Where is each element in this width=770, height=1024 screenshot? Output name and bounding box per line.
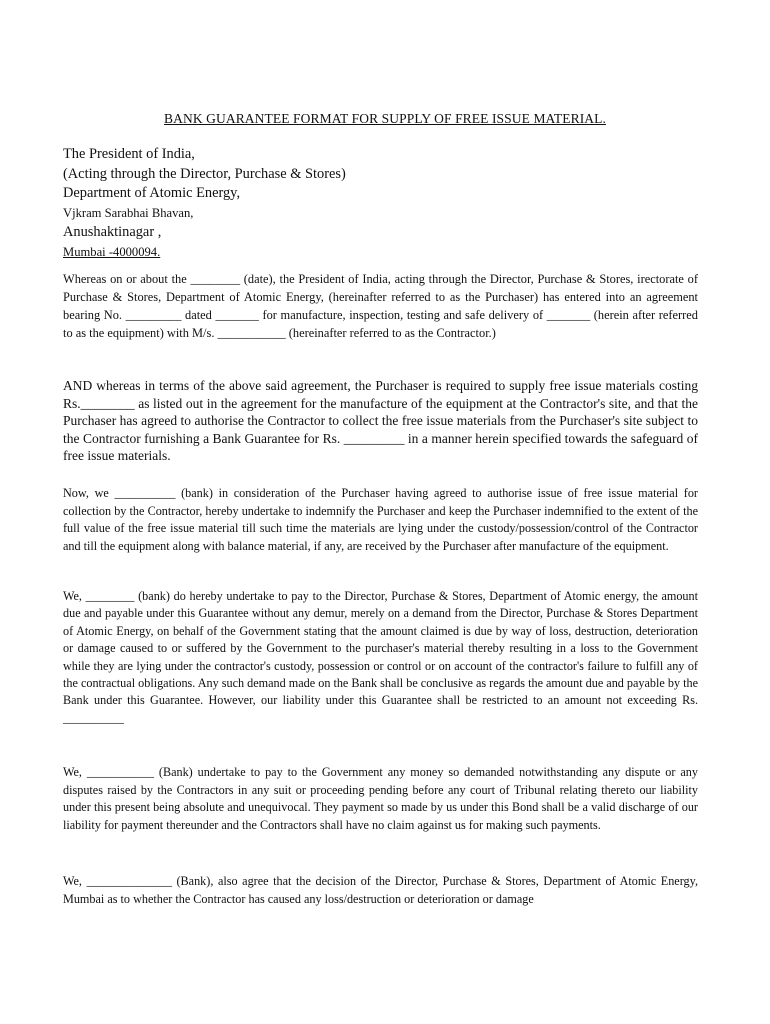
address-line-acting: (Acting through the Director, Purchase & Stores) — [63, 165, 346, 182]
address-line-building: Vjkram Sarabhai Bhavan, — [63, 205, 194, 220]
address-line-department: Department of Atomic Energy, — [63, 185, 241, 201]
paragraph-and-whereas: AND whereas in terms of the above said agreement, the Purchaser is required to supply free issue materials costing Rs.________ as listed out in the agreement for the manufacture of the equipment at the Contractor's site, and that the Purchaser has agreed to authorise the Contractor to collect the free issue materials from the Purchaser's site subject to the Contractor furnishing a Bank Guarantee for Rs. _________ in a manner herein specified towards the safeguard of free issue materials. — [63, 378, 698, 463]
address-line-city: Mumbai -4000094. — [63, 244, 161, 259]
address-line-president: The President of India, — [63, 146, 195, 162]
paragraph-undertake-to-pay: We, ________ (bank) do hereby undertake to pay to the Director, Purchase & Stores, Department of Atomic energy, the amount due and payable under this Guarantee without any demur, merely on a demand from the Director, Purchase & Stores Department of Atomic Energy, on behalf of the Government stating that the amount claimed is due by way of loss, destruction, deterioration or damage caused to or suffered by the Government to the purchaser's material thereby resulting in a loss to the Government while they are lying under the contractor's custody, possession or control or on account of the contractor's failure to fulfill any of the contractual obligations. Any such demand made on the Bank shall be conclusive as regards the amount due and payable by the Bank under this Guarantee. However, our liability under this Guarantee shall be restricted to an amount not exceeding Rs. __________ — [63, 589, 698, 725]
addressee-block — [63, 145, 663, 262]
paragraph-agree-decision: We, ______________ (Bank), also agree that the decision of the Director, Purchase & Stores, Department of Atomic Energy, Mumbai as to whether the Contractor has caused any loss/destruction or deterioration or damage — [63, 874, 698, 906]
paragraph-now-we: Now, we __________ (bank) in consideration of the Purchaser having agreed to authorise issue of free issue material for collection by the Contractor, hereby undertake to indemnify the Purchaser and keep the Purchaser indemnified to the extent of the full value of the free issue material till such time the materials are lying under the custody/possession/control of the Contractor and till the equipment along with balance material, if any, are received by the Purchaser after manufacture of the equipment. — [63, 486, 698, 553]
paragraph-pay-government: We, ___________ (Bank) undertake to pay to the Government any money so demanded notwithstanding any dispute or any disputes raised by the Contractors in any suit or proceeding pending before any court of Tribunal relating thereto our liability under this present being absolute and unequivocal. They payment so made by us under this Bond shall be a valid discharge of our liability for payment thereunder and the Contractors shall have no claim against us for making such payments. — [63, 765, 698, 832]
address-line-locality: Anushaktinagar , — [63, 224, 162, 240]
paragraph-whereas: Whereas on or about the ________ (date), the President of India, acting through the Director, Purchase & Stores, irectorate of Purchase & Stores, Department of Atomic Energy, (hereinafter referred to as the Purchaser) has entered into an agreement bearing No. _________ dated _______ for manufacture, inspection, testing and safe delivery of _______ (herein after referred to as the equipment) with M/s. ___________ (hereinafter referred to as the Contractor.) — [63, 272, 698, 340]
document-title: BANK GUARANTEE FORMAT FOR SUPPLY OF FREE ISSUE MATERIAL. — [164, 111, 606, 126]
